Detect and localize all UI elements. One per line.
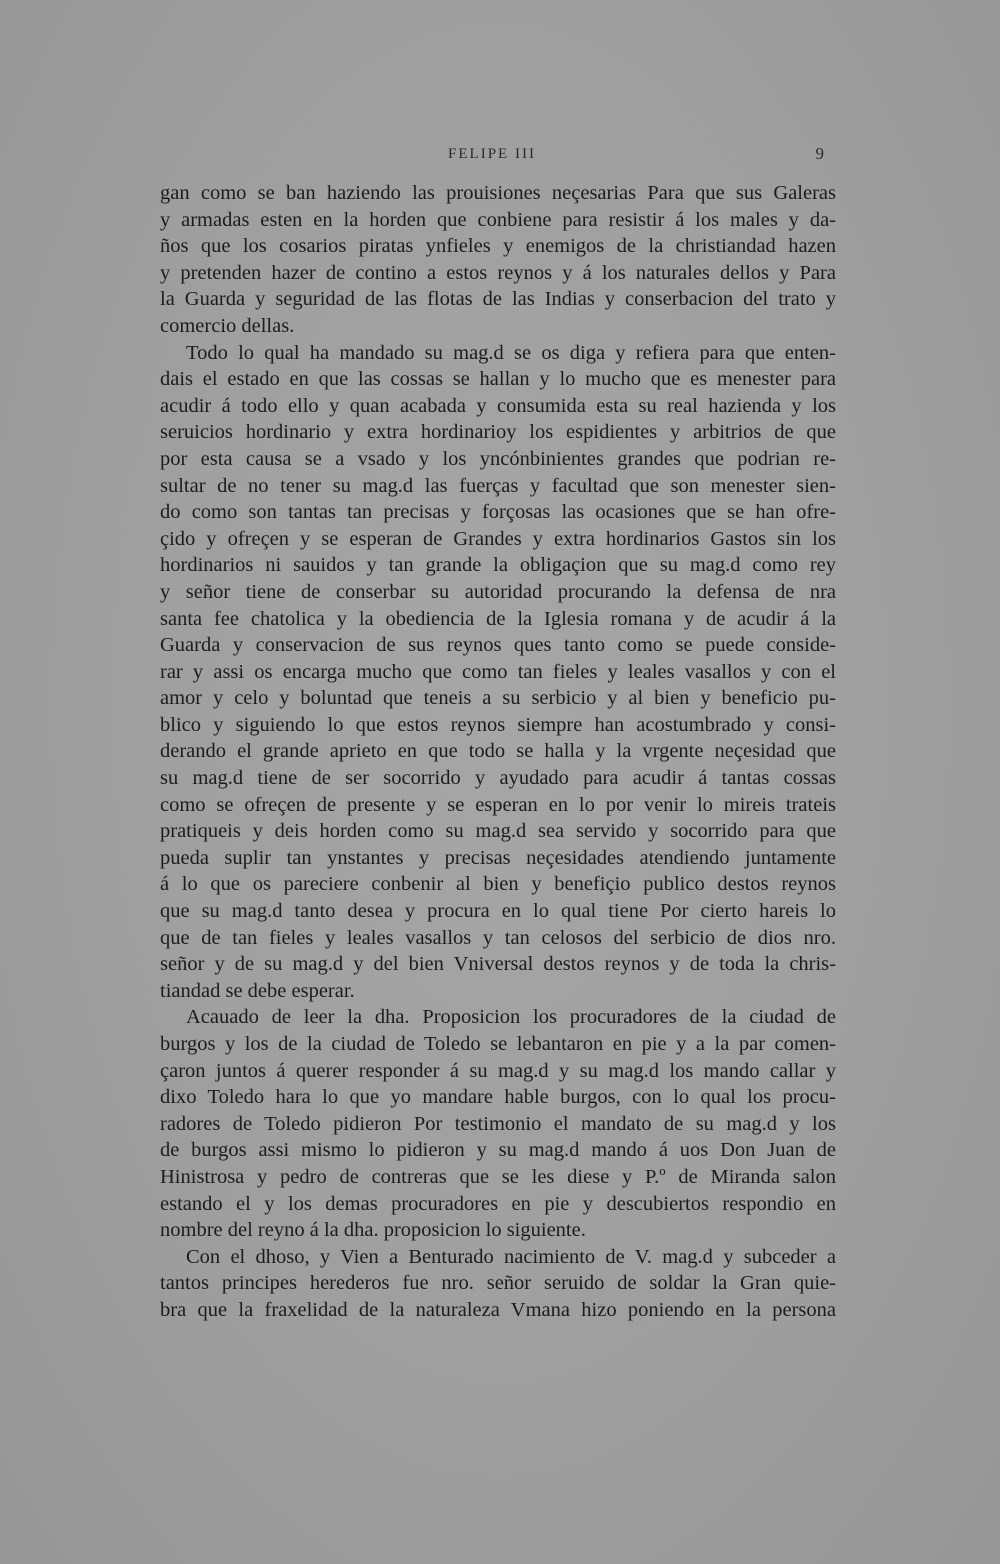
text-line: seruicios hordinario y extra hordinarioy los espidientes y arbitrios de que (160, 421, 836, 444)
running-head (160, 146, 824, 168)
running-title: FELIPE III (448, 146, 536, 162)
text-line: nombre del reyno á la dha. proposicion lo siguiente. (160, 1219, 586, 1242)
text-line: estando el y los demas procuradores en pie y descubiertos respondio en (160, 1192, 836, 1215)
text-line: tantos principes herederos fue nro. señor seruido de soldar la Gran quie- (160, 1272, 836, 1295)
text-line: dais el estado en que las cossas se hallan y lo mucho que es menester para (160, 368, 836, 391)
text-line: gan como se ban haziendo las prouisiones neçesarias Para que sus Galeras (160, 182, 836, 204)
text-line: Guarda y conservacion de sus reynos ques tanto como se puede conside- (160, 634, 836, 657)
text-line: Acauado de leer la dha. Proposicion los procuradores de la ciudad de (186, 1006, 836, 1029)
text-line: dixo Toledo hara lo que yo mandare hable burgos, con lo qual los procu- (160, 1086, 836, 1109)
text-line: pratiqueis y deis horden como su mag.d sea servido y socorrido para que (160, 820, 836, 843)
text-line: acudir á todo ello y quan acabada y consumida esta su real hazienda y los (160, 394, 836, 417)
text-line: blico y siguiendo lo que estos reynos siempre han acostumbrado y consi- (160, 713, 836, 736)
text-line: su mag.d tiene de ser socorrido y ayudado para acudir á tantas cossas (160, 767, 836, 790)
text-line: burgos y los de la ciudad de Toledo se lebantaron en pie y a la par comen- (160, 1033, 836, 1055)
text-line: y armadas esten en la horden que conbiene para resistir á los males y da- (160, 208, 836, 231)
text-line: que de tan fieles y leales vasallos y tan celosos del serbicio de dios nro. (160, 926, 836, 949)
text-line: de burgos assi mismo lo pidieron y su mag.d mando á uos Don Juan de (160, 1139, 836, 1162)
text-line: hordinarios ni sauidos y tan grande la obligaçion que su mag.d como rey (160, 554, 836, 577)
text-line: derando el grande aprieto en que todo se halla y la vrgente neçesidad que (160, 740, 836, 763)
text-line: amor y celo y boluntad que teneis a su serbicio y al bien y beneficio pu- (160, 687, 836, 710)
text-line: la Guarda y seguridad de las flotas de las Indias y conserbacion del trato y (160, 288, 836, 311)
text-line: señor y de su mag.d y del bien Vniversal destos reynos y de toda la chris- (160, 953, 836, 976)
text-line: tiandad se debe esperar. (160, 979, 355, 1002)
text-line: á lo que os pareciere conbenir al bien y benefiçio publico destos reynos (160, 873, 836, 896)
text-line: pueda suplir tan ynstantes y precisas neçesidades atendiendo juntamente (160, 846, 836, 869)
text-line: comercio dellas. (160, 314, 295, 337)
text-line: Todo lo qual ha mandado su mag.d se os diga y refiera para que enten- (186, 341, 836, 364)
text-line: sultar de no tener su mag.d las fuerças y facultad que son menester sien- (160, 474, 836, 497)
text-line: y pretenden hazer de contino a estos reynos y á los naturales dellos y Para (160, 261, 836, 284)
text-line: Hinistrosa y pedro de contreras que se les diese y P.º de Miranda salon (160, 1165, 836, 1188)
text-line: rar y assi os encarga mucho que como tan fieles y leales vasallos y con el (160, 660, 836, 683)
text-line: que su mag.d tanto desea y procura en lo qual tiene Por cierto hareis lo (160, 900, 836, 923)
text-line: radores de Toledo pidieron Por testimonio el mandato de su mag.d y los (160, 1112, 836, 1135)
text-line: ños que los cosarios piratas ynfieles y enemigos de la christiandad hazen (160, 235, 836, 258)
text-line: çido y ofreçen y se esperan de Grandes y extra hordinarios Gastos sin los (160, 527, 836, 550)
page-number: 9 (815, 144, 824, 163)
text-line: çaron juntos á querer responder á su mag.d y su mag.d los mando callar y (160, 1059, 836, 1082)
text-line: y señor tiene de conserbar su autoridad procurando la defensa de nra (160, 580, 836, 603)
text-line: bra que la fraxelidad de la naturaleza Vmana hizo poniendo en la persona (160, 1298, 836, 1321)
text-line: Con el dhoso, y Vien a Benturado nacimiento de V. mag.d y subceder a (186, 1245, 836, 1268)
text-line: como se ofreçen de presente y se esperan en lo por venir lo mireis trateis (160, 793, 836, 816)
body-text (160, 180, 836, 1324)
text-line: do como son tantas tan precisas y forçosas las ocasiones que se han ofre- (160, 501, 836, 524)
text-line: santa fee chatolica y la obediencia de la Iglesia romana y de acudir á la (160, 607, 836, 630)
text-line: por esta causa se a vsado y los yncónbinientes grandes que podrian re- (160, 447, 836, 470)
